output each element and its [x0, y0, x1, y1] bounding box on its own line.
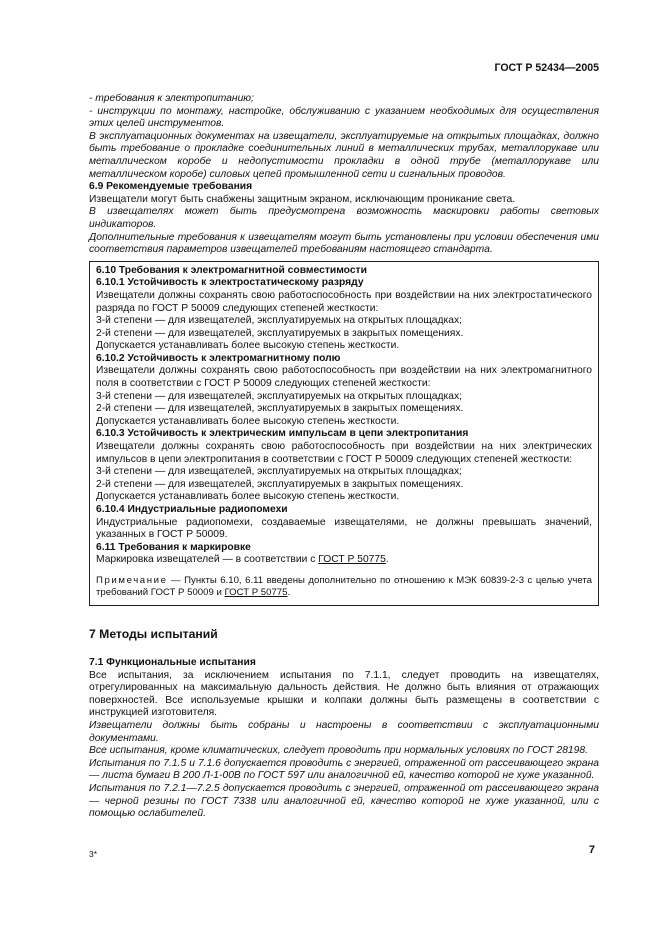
section-6-11-text-pre: Маркировка извещателей — в соответствии с [96, 554, 319, 566]
doc-requirements-paragraph: В эксплуатационных документах на извещатели, эксплуатируемые на открытых площадках, должно быть требование о прокладке соединительных линий в металлических трубах, металлорукаве или металлическом коробе и недопустимости прокладки в одной трубе (металлорукаве или металлическом коробе) силовых цепей промышленной сети и сигнальных проводов. [89, 130, 599, 180]
section-6-10-2-title: 6.10.2 Устойчивость к электромагнитному полю [96, 352, 341, 364]
section-6-10-4-text: Индустриальные радиопомехи, создаваемые извещателями, не должны превышать значений, указанных в ГОСТ Р 50009. [96, 516, 592, 541]
section-6-10-3-title: 6.10.3 Устойчивость к электрическим импульсам в цепи электропитания [96, 428, 469, 440]
note-paragraph [96, 575, 592, 599]
boxed-additional-requirements [89, 261, 599, 607]
section-7-1-p3: Все испытания, кроме климатических, следует проводить при нормальных условиях по ГОСТ 28198. [89, 745, 588, 757]
footer-sheet-mark: 3* [89, 849, 98, 859]
section-6-11-text [96, 554, 592, 567]
list-item-power: - требования к электропитанию; [89, 93, 254, 104]
section-6-10-2-text: Извещатели должны сохранять свою работоспособность при воздействии на них электромагнитного поля в соответствии с ГОСТ Р 50009 следующих степеней жесткости: [96, 365, 592, 390]
note-text-post: . [287, 587, 291, 599]
section-7-1-title: 7.1 Функциональные испытания [89, 656, 256, 668]
section-6-10-4-title: 6.10.4 Индустриальные радиопомехи [96, 504, 288, 515]
section-6-10-3-text: Извещатели должны сохранять свою работоспособность при воздействии на них электрических импульсов в цепи электропитания в соответствии с ГОСТ Р 50009 следующих степеней жесткости: [96, 441, 592, 465]
note-label: Примечание [96, 574, 168, 586]
section-6-10-1-title: 6.10.1 Устойчивость к электростатическому разряду [96, 277, 364, 289]
section-6-10-2-line3: Допускается устанавливать более высокую степень жесткости. [96, 415, 400, 427]
page-number: 7 [588, 844, 595, 856]
section-7-title: 7 Методы испытаний [89, 627, 218, 642]
section-6-9-p1: Извещатели могут быть снабжены защитным экраном, исключающим проникание света. [89, 193, 516, 205]
section-6-10-2-line1: 3-й степени — для извещателей, эксплуатируемых на открытых площадках; [96, 390, 462, 402]
section-7-1-p5: Испытания по 7.2.1—7.2.5 допускается проводить с энергией, отраженной от рассеивающего экрана — черной резины по ГОСТ 7338 или аналогичной ей, качество которой не хуже указанной, или с помощью ослабителей. [89, 782, 599, 820]
section-6-10-3-line2: 2-й степени — для извещателей, эксплуатируемых в закрытых помещениях. [96, 478, 464, 490]
page-content [89, 93, 599, 821]
note-gost-50775-link[interactable]: ГОСТ Р 50775 [224, 587, 288, 599]
section-7-1-p4: Испытания по 7.1.5 и 7.1.6 допускается проводить с энергией, отраженной от рассеивающего экрана — листа бумаги В 200 Л-1-00В по ГОСТ 597 или аналогичной ей, качество которой не хуже указанной. [89, 757, 599, 782]
section-6-10-1-line2: 2-й степени — для извещателей, эксплуатируемых в закрытых помещениях. [96, 327, 464, 339]
gost-50775-link[interactable]: ГОСТ Р 50775 [318, 554, 386, 566]
section-6-11-title: 6.11 Требования к маркировке [96, 541, 251, 553]
section-6-10-3-line3: Допускается устанавливать более высокую степень жесткости. [96, 491, 400, 503]
section-6-9-title: 6.9 Рекомендуемые требования [89, 181, 253, 193]
section-7-1-p2: Извещатели должны быть собраны и настроены в соответствии с эксплуатационными документами. [89, 719, 599, 744]
section-7-1-p1: Все испытания, за исключением испытания по 7.1.1, следует проводить на извещателях, отрегулированных на максимальную дальность действия. Не должно быть влияния от отражающих поверхностей. Все используемые крышки и колпаки должны быть размещены в соответствии с инструкцией изготовителя. [89, 669, 599, 719]
section-6-10-1-line1: 3-й степени — для извещателей, эксплуатируемых на открытых площадках; [96, 315, 462, 327]
note-text-pre: — Пункты 6.10, 6.11 введены дополнительно по отношению к МЭК 60839-2-3 с целью учета требований ГОСТ Р 50009 и [96, 574, 592, 599]
page-header-standard: ГОСТ Р 52434—2005 [494, 62, 599, 74]
section-6-10-2-line2: 2-й степени — для извещателей, эксплуатируемых в закрытых помещениях. [96, 403, 464, 415]
section-6-9-p2: В извещателях может быть предусмотрена возможность маскировки работы световых индикаторов. [89, 206, 599, 230]
section-6-9-p3: Дополнительные требования к извещателям могут быть установлены при условии обеспечения ими соответствия параметров извещателей требованиям настоящего стандарта. [89, 231, 599, 256]
section-6-10-title: 6.10 Требования к электромагнитной совместимости [96, 264, 367, 276]
section-6-11-text-post: . [385, 554, 389, 566]
list-item-instructions: - инструкции по монтажу, настройке, обслуживанию с указанием необходимых для осуществления этих целей инструментов. [89, 105, 599, 130]
section-6-10-1-line3: Допускается устанавливать более высокую степень жесткости. [96, 340, 400, 352]
section-6-10-3-line1: 3-й степени — для извещателей, эксплуатируемых на открытых площадках; [96, 466, 462, 478]
section-6-10-1-text: Извещатели должны сохранять свою работоспособность при воздействии на них электростатического разряда по ГОСТ Р 50009 следующих степеней жесткости: [96, 289, 592, 314]
